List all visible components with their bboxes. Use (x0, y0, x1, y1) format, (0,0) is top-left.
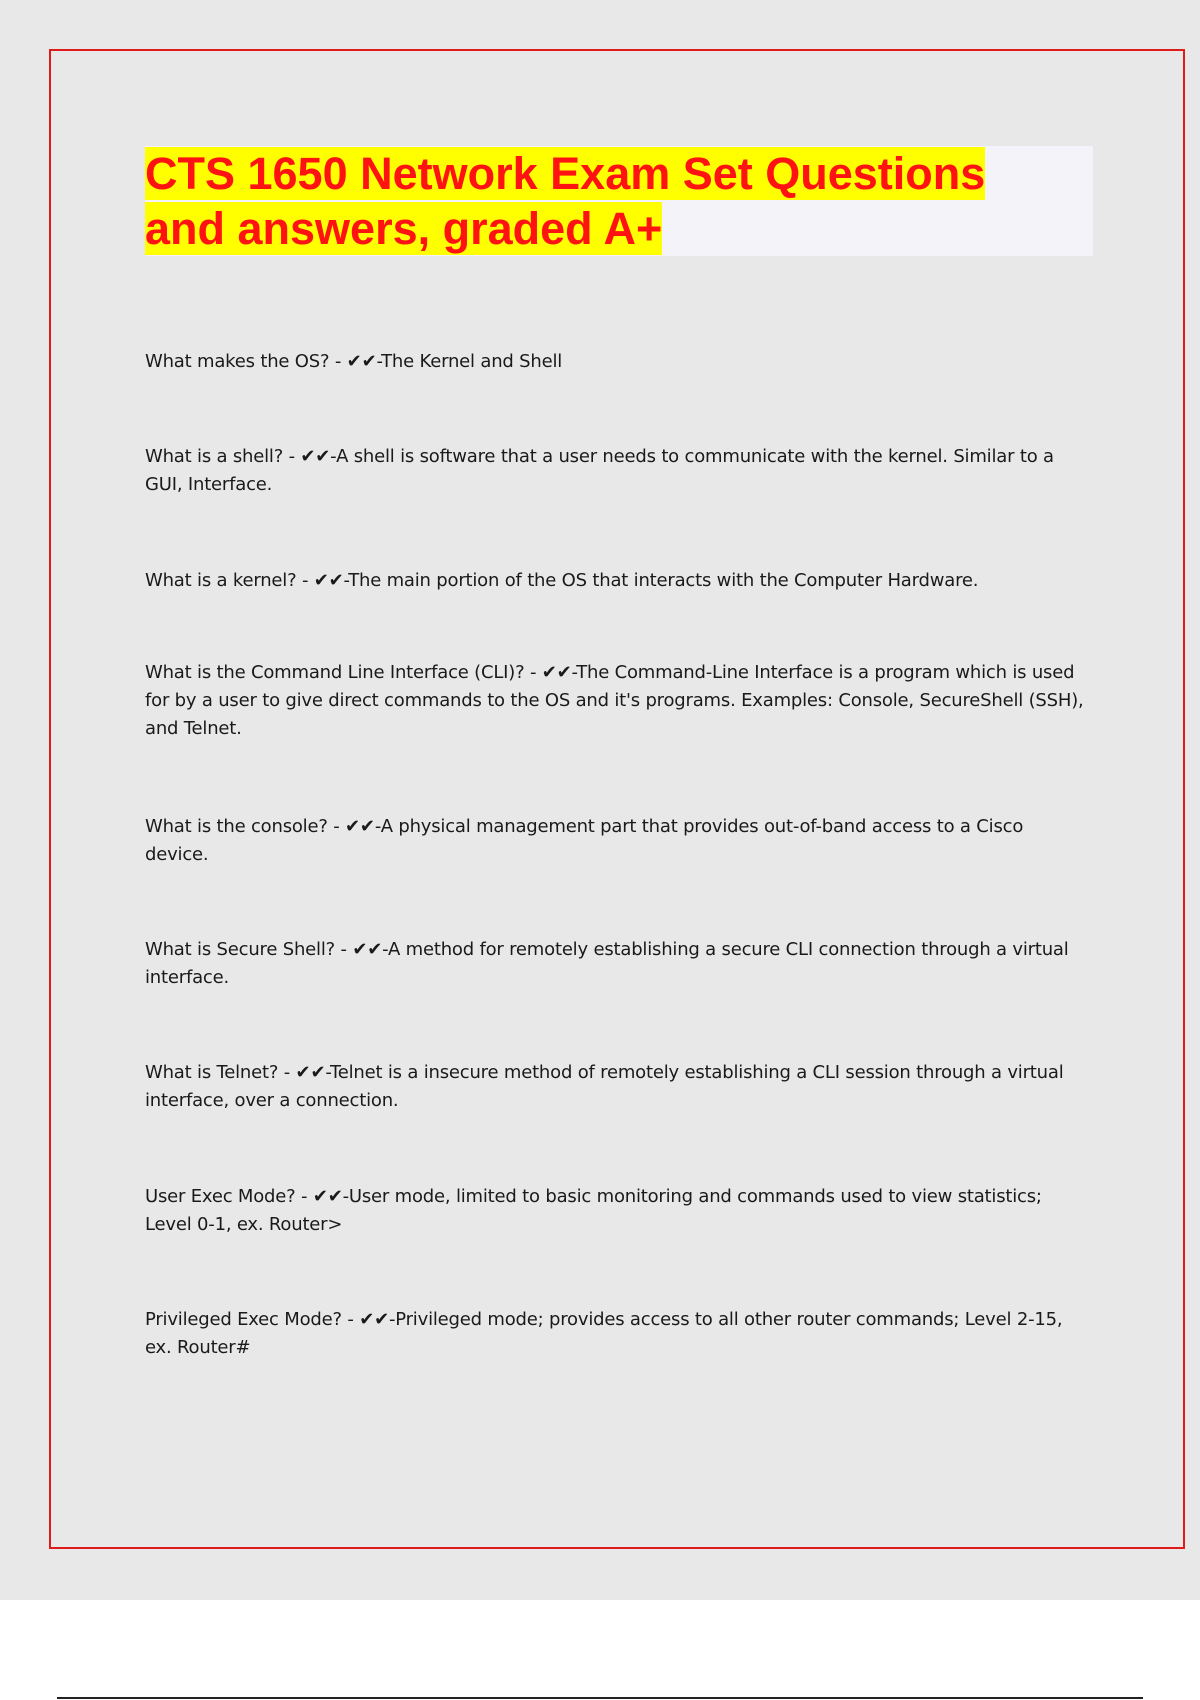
qa-item: What is the console? - ✔✔-A physical management part that provides out-of-band access to a Cisco device. (145, 816, 1024, 865)
qa-item: What is the Command Line Interface (CLI)? - ✔✔-The Command-Line Interface is a program which is used for by a user to give direct commands to the OS and it's programs. Examples: Console, SecureShell (SSH), and Telnet. (145, 662, 1084, 739)
footer-divider (57, 1697, 1143, 1699)
title-block (145, 146, 1093, 256)
qa-item: What is Telnet? - ✔✔-Telnet is a insecure method of remotely establishing a CLI session through a virtual interface, over a connection. (145, 1062, 1064, 1111)
qa-item: What is a kernel? - ✔✔-The main portion of the OS that interacts with the Computer Hardware. (145, 570, 979, 591)
qa-item: What makes the OS? - ✔✔-The Kernel and Shell (145, 351, 563, 372)
qa-item: What is a shell? - ✔✔-A shell is software that a user needs to communicate with the kernel. Similar to a GUI, Interface. (145, 446, 1054, 495)
qa-item: User Exec Mode? - ✔✔-User mode, limited to basic monitoring and commands used to view statistics; Level 0-1, ex. Router> (145, 1186, 1042, 1235)
document-title (145, 146, 1093, 256)
title-line-2: and answers, graded A+ (145, 203, 663, 254)
qa-item: Privileged Exec Mode? - ✔✔-Privileged mode; provides access to all other router commands; Level 2-15, ex. Router# (145, 1309, 1063, 1358)
title-line-1: CTS 1650 Network Exam Set Questions (145, 148, 986, 199)
qa-item: What is Secure Shell? - ✔✔-A method for remotely establishing a secure CLI connection through a virtual interface. (145, 939, 1069, 988)
